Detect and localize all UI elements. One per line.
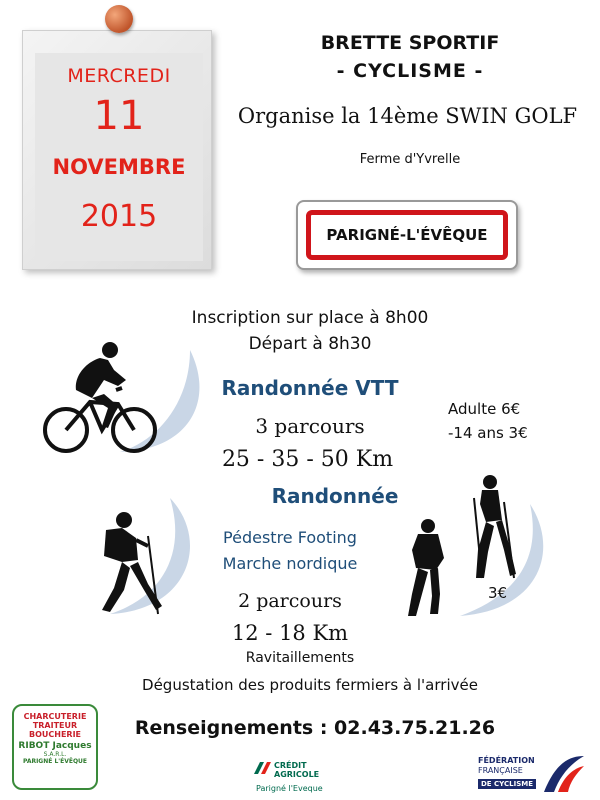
- organizer-name: BRETTE SPORTIF: [320, 32, 500, 54]
- runner-icon: [402, 518, 452, 618]
- cyclist-icon: [38, 340, 163, 455]
- boucherie-city: PARIGNÉ L'ÉVÊQUE: [22, 758, 88, 765]
- ffc-line3: DE CYCLISME: [478, 779, 536, 789]
- ca-name-line1: CRÉDIT: [274, 761, 307, 770]
- calendar-day: 11: [93, 93, 145, 139]
- rando-distances: 12 - 18 Km: [231, 621, 349, 645]
- vtt-route-count: 3 parcours: [255, 414, 365, 438]
- price-adult: Adulte 6€: [448, 400, 521, 418]
- town-name: PARIGNÉ-L'ÉVÊQUE: [326, 226, 488, 244]
- vtt-title: Randonnée VTT: [221, 376, 399, 400]
- boucherie-tag: S.A.R.L.: [43, 751, 67, 758]
- boucherie-line2: TRAITEUR: [32, 721, 78, 730]
- organizer-subtitle: - CYCLISME -: [336, 60, 484, 82]
- hiker-icon: [92, 510, 172, 615]
- credit-agricole-icon: [254, 762, 272, 774]
- calendar-panel: [35, 53, 203, 261]
- pushpin-icon: [105, 5, 133, 33]
- sponsor-credit-agricole-logo: [254, 760, 344, 800]
- calendar-month: NOVEMBRE: [52, 155, 186, 179]
- price-child: -14 ans 3€: [448, 424, 528, 442]
- calendar-year: 2015: [80, 199, 158, 234]
- degustation: Dégustation des produits fermiers à l'arrivée: [142, 676, 478, 694]
- ravitaillements: Ravitaillements: [245, 650, 355, 666]
- town-sign-border: [306, 210, 508, 260]
- rando-nordic: Marche nordique: [222, 554, 358, 573]
- depart-time: Départ à 8h30: [248, 334, 372, 354]
- ffc-swoosh-icon: [540, 752, 586, 796]
- ffc-line1: FÉDÉRATION: [478, 756, 535, 765]
- rando-price: 3€: [488, 584, 508, 602]
- rando-route-count: 2 parcours: [238, 590, 342, 612]
- contact-phone: Renseignements : 02.43.75.21.26: [134, 717, 496, 739]
- date-calendar: [22, 30, 212, 270]
- rando-title: Randonnée: [271, 484, 399, 508]
- inscription-time: Inscription sur place à 8h00: [191, 308, 429, 328]
- boucherie-name: RIBOT Jacques: [18, 741, 92, 751]
- sponsor-ffc-logo: [478, 752, 588, 798]
- ca-name-line2: AGRICOLE: [274, 770, 320, 779]
- boucherie-line3: BOUCHERIE: [28, 730, 82, 739]
- sponsor-boucherie-logo: [12, 704, 98, 790]
- rando-types: Pédestre Footing: [223, 528, 357, 547]
- nordic-walker-icon: [462, 474, 522, 584]
- ffc-line2: FRANÇAISE: [478, 766, 523, 775]
- boucherie-line1: CHARCUTERIE: [23, 712, 87, 721]
- town-sign: [296, 200, 518, 270]
- ca-city: Parigné l'Eveque: [256, 784, 323, 793]
- venue: Ferme d'Yvrelle: [359, 152, 461, 167]
- event-title: Organise la 14ème SWIN GOLF: [237, 104, 578, 128]
- calendar-weekday: MERCREDI: [67, 65, 171, 87]
- vtt-distances: 25 - 35 - 50 Km: [221, 447, 394, 472]
